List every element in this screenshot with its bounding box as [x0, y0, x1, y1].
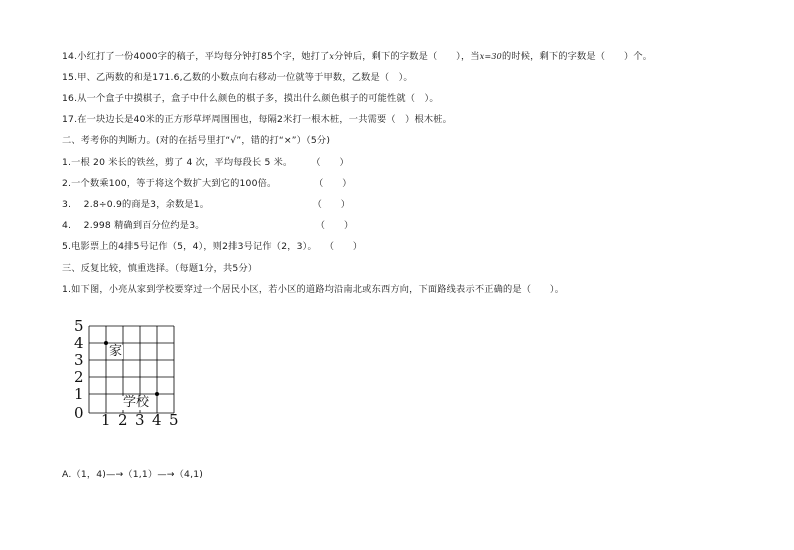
- route-grid-figure: [62, 318, 192, 428]
- grid-y-label-1: 1: [74, 385, 84, 403]
- home-label: 家: [109, 344, 123, 359]
- section-3-title: 三、反复比较，慎重选择。（每题1分，共5分）: [62, 263, 258, 274]
- grid-x-label-3: 3: [135, 411, 145, 429]
- grid-x-label-5: 5: [169, 411, 179, 429]
- judge-item-2: 2.一个数乘100，等于将这个数扩大到它的100倍。 （ ）: [62, 178, 352, 189]
- question-15: 15.甲、乙两数的和是171.6,乙数的小数点向右移动一位就等于甲数，乙数是（ ）。: [62, 72, 413, 83]
- q14-text-c: 的时候，剩下的字数是（ ）个。: [501, 51, 653, 62]
- grid-y-label-5: 5: [74, 317, 84, 335]
- question-17: 17.在一块边长是40米的正方形草坪周围围也，每隔2米打一根木桩，一共需要（ ）根木桩。: [62, 114, 453, 125]
- school-point: [155, 392, 159, 396]
- q14-variable-x: x: [329, 52, 335, 61]
- option-a: A.（1，4)—→（1,1）—→（4,1): [62, 469, 204, 480]
- grid-y-label-4: 4: [74, 334, 84, 352]
- q14-text-a: 14.小红打了一份4000字的稿子，平均每分钟打85个字，她打了: [62, 51, 330, 62]
- grid-y-label-0: 0: [74, 404, 84, 422]
- grid-x-label-4: 4: [152, 411, 162, 429]
- judge-item-4: 4. 2.998 精确到百分位约是3。 （ ）: [62, 220, 354, 231]
- grid-y-label-2: 2: [74, 368, 84, 386]
- question-16: 16.从一个盒子中摸棋子，盒子中什么颜色的棋子多，摸出什么颜色棋子的可能性就（ ）。: [62, 93, 439, 104]
- q14-expression: x=30: [479, 52, 502, 61]
- section-3-question-1: 1.如下图，小亮从家到学校要穿过一个居民小区，若小区的道路均沿南北或东西方向，下面路线表示不正确的是（ ）。: [62, 284, 565, 295]
- grid-x-label-1: 1: [101, 411, 111, 429]
- judge-item-1: 1.一根 20 米长的铁丝，剪了 4 次，平均每段长 5 米。 （ ）: [62, 157, 349, 168]
- question-14: [62, 51, 652, 63]
- judge-item-3: 3. 2.8÷0.9的商是3，余数是1。 （ ）: [62, 199, 351, 210]
- grid-x-label-2: 2: [118, 411, 128, 429]
- section-2-title: 二、考考你的判断力。(对的在括号里打“√”，错的打“×”）（5分): [62, 135, 331, 146]
- judge-item-5: 5.电影票上的4排5号记作（5，4），则2排3号记作（2，3）。 （ ）: [62, 241, 363, 252]
- school-label: 学校: [123, 395, 150, 410]
- q14-text-b: 分钟后，剩下的字数是（ ），当: [334, 51, 480, 62]
- grid-y-label-3: 3: [74, 351, 84, 369]
